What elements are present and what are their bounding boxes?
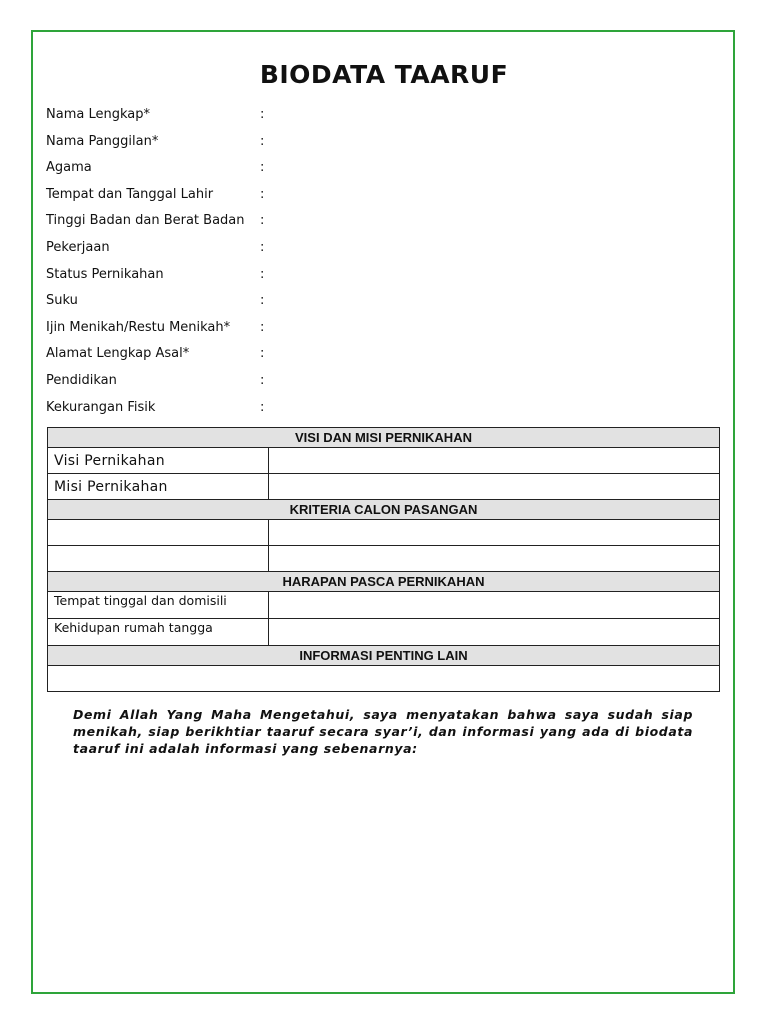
field-status-pernikahan <box>46 264 346 291</box>
field-label: Status Pernikahan <box>46 266 164 282</box>
field-label: Nama Lengkap* <box>46 107 150 122</box>
table-row <box>48 592 720 619</box>
row-value-empty[interactable] <box>269 546 720 572</box>
field-nama-panggilan <box>46 131 346 158</box>
field-colon: : <box>260 372 265 388</box>
field-label: Pendidikan <box>46 372 117 388</box>
field-colon: : <box>260 186 265 202</box>
field-label: Alamat Lengkap Asal* <box>46 346 190 362</box>
field-pendidikan <box>46 370 346 397</box>
field-colon: : <box>260 239 265 255</box>
field-label: Tempat dan Tanggal Lahir <box>46 186 214 202</box>
section-header-row <box>48 500 720 520</box>
field-tempat-tanggal-lahir <box>46 184 346 211</box>
field-label: Agama <box>46 160 92 176</box>
field-nama-lengkap <box>46 104 346 131</box>
table-row <box>48 520 720 546</box>
table-row <box>48 546 720 572</box>
table-row <box>48 448 720 474</box>
row-value-visi[interactable] <box>269 448 720 474</box>
field-label: Kekurangan Fisik <box>46 399 156 415</box>
row-label-visi: Visi Pernikahan <box>48 448 269 474</box>
row-value-empty[interactable] <box>269 520 720 546</box>
table-row <box>48 474 720 500</box>
field-colon: : <box>260 399 265 415</box>
field-ijin-menikah <box>46 317 346 344</box>
field-agama <box>46 157 346 184</box>
row-label-misi: Misi Pernikahan <box>48 474 269 500</box>
row-label-tempat-tinggal: Tempat tinggal dan domisili <box>48 592 269 619</box>
section-header-row <box>48 572 720 592</box>
section-heading-informasi: INFORMASI PENTING LAIN <box>48 646 720 666</box>
field-label: Nama Panggilan* <box>46 133 159 149</box>
row-label-empty[interactable] <box>48 546 269 572</box>
biodata-fields <box>46 104 346 423</box>
field-colon: : <box>260 213 265 229</box>
biodata-table <box>47 427 720 692</box>
row-value-tempat-tinggal[interactable] <box>269 592 720 619</box>
field-label: Tinggi Badan dan Berat Badan <box>46 213 245 229</box>
table-row <box>48 619 720 646</box>
row-label-empty[interactable] <box>48 520 269 546</box>
field-pekerjaan <box>46 237 346 264</box>
section-heading-harapan: HARAPAN PASCA PERNIKAHAN <box>48 572 720 592</box>
section-heading-kriteria: KRITERIA CALON PASANGAN <box>48 500 720 520</box>
field-kekurangan-fisik <box>46 397 346 424</box>
field-suku <box>46 290 346 317</box>
declaration-text: Demi Allah Yang Maha Mengetahui, saya menyatakan bahwa saya sudah siap menikah, siap berikhtiar taaruf secara syar’i, dan informasi yang ada di biodata taaruf ini adalah informasi yang sebenarnya: <box>73 707 693 756</box>
field-label: Suku <box>46 293 78 309</box>
row-label-kehidupan: Kehidupan rumah tangga <box>48 619 269 646</box>
field-colon: : <box>260 293 265 309</box>
field-colon: : <box>260 133 265 149</box>
field-colon: : <box>260 319 265 335</box>
row-value-informasi[interactable] <box>48 666 720 692</box>
section-header-row <box>48 646 720 666</box>
field-colon: : <box>260 107 265 122</box>
section-heading-visi-misi: VISI DAN MISI PERNIKAHAN <box>48 428 720 448</box>
row-value-kehidupan[interactable] <box>269 619 720 646</box>
field-colon: : <box>260 160 265 176</box>
table-row <box>48 666 720 692</box>
field-tinggi-berat-badan <box>46 210 346 237</box>
field-alamat-asal <box>46 343 346 370</box>
field-label: Ijin Menikah/Restu Menikah* <box>46 319 231 335</box>
document-title: BIODATA TAARUF <box>259 60 509 89</box>
section-header-row <box>48 428 720 448</box>
field-colon: : <box>260 266 265 282</box>
row-value-misi[interactable] <box>269 474 720 500</box>
field-label: Pekerjaan <box>46 239 110 255</box>
field-colon: : <box>260 346 265 362</box>
